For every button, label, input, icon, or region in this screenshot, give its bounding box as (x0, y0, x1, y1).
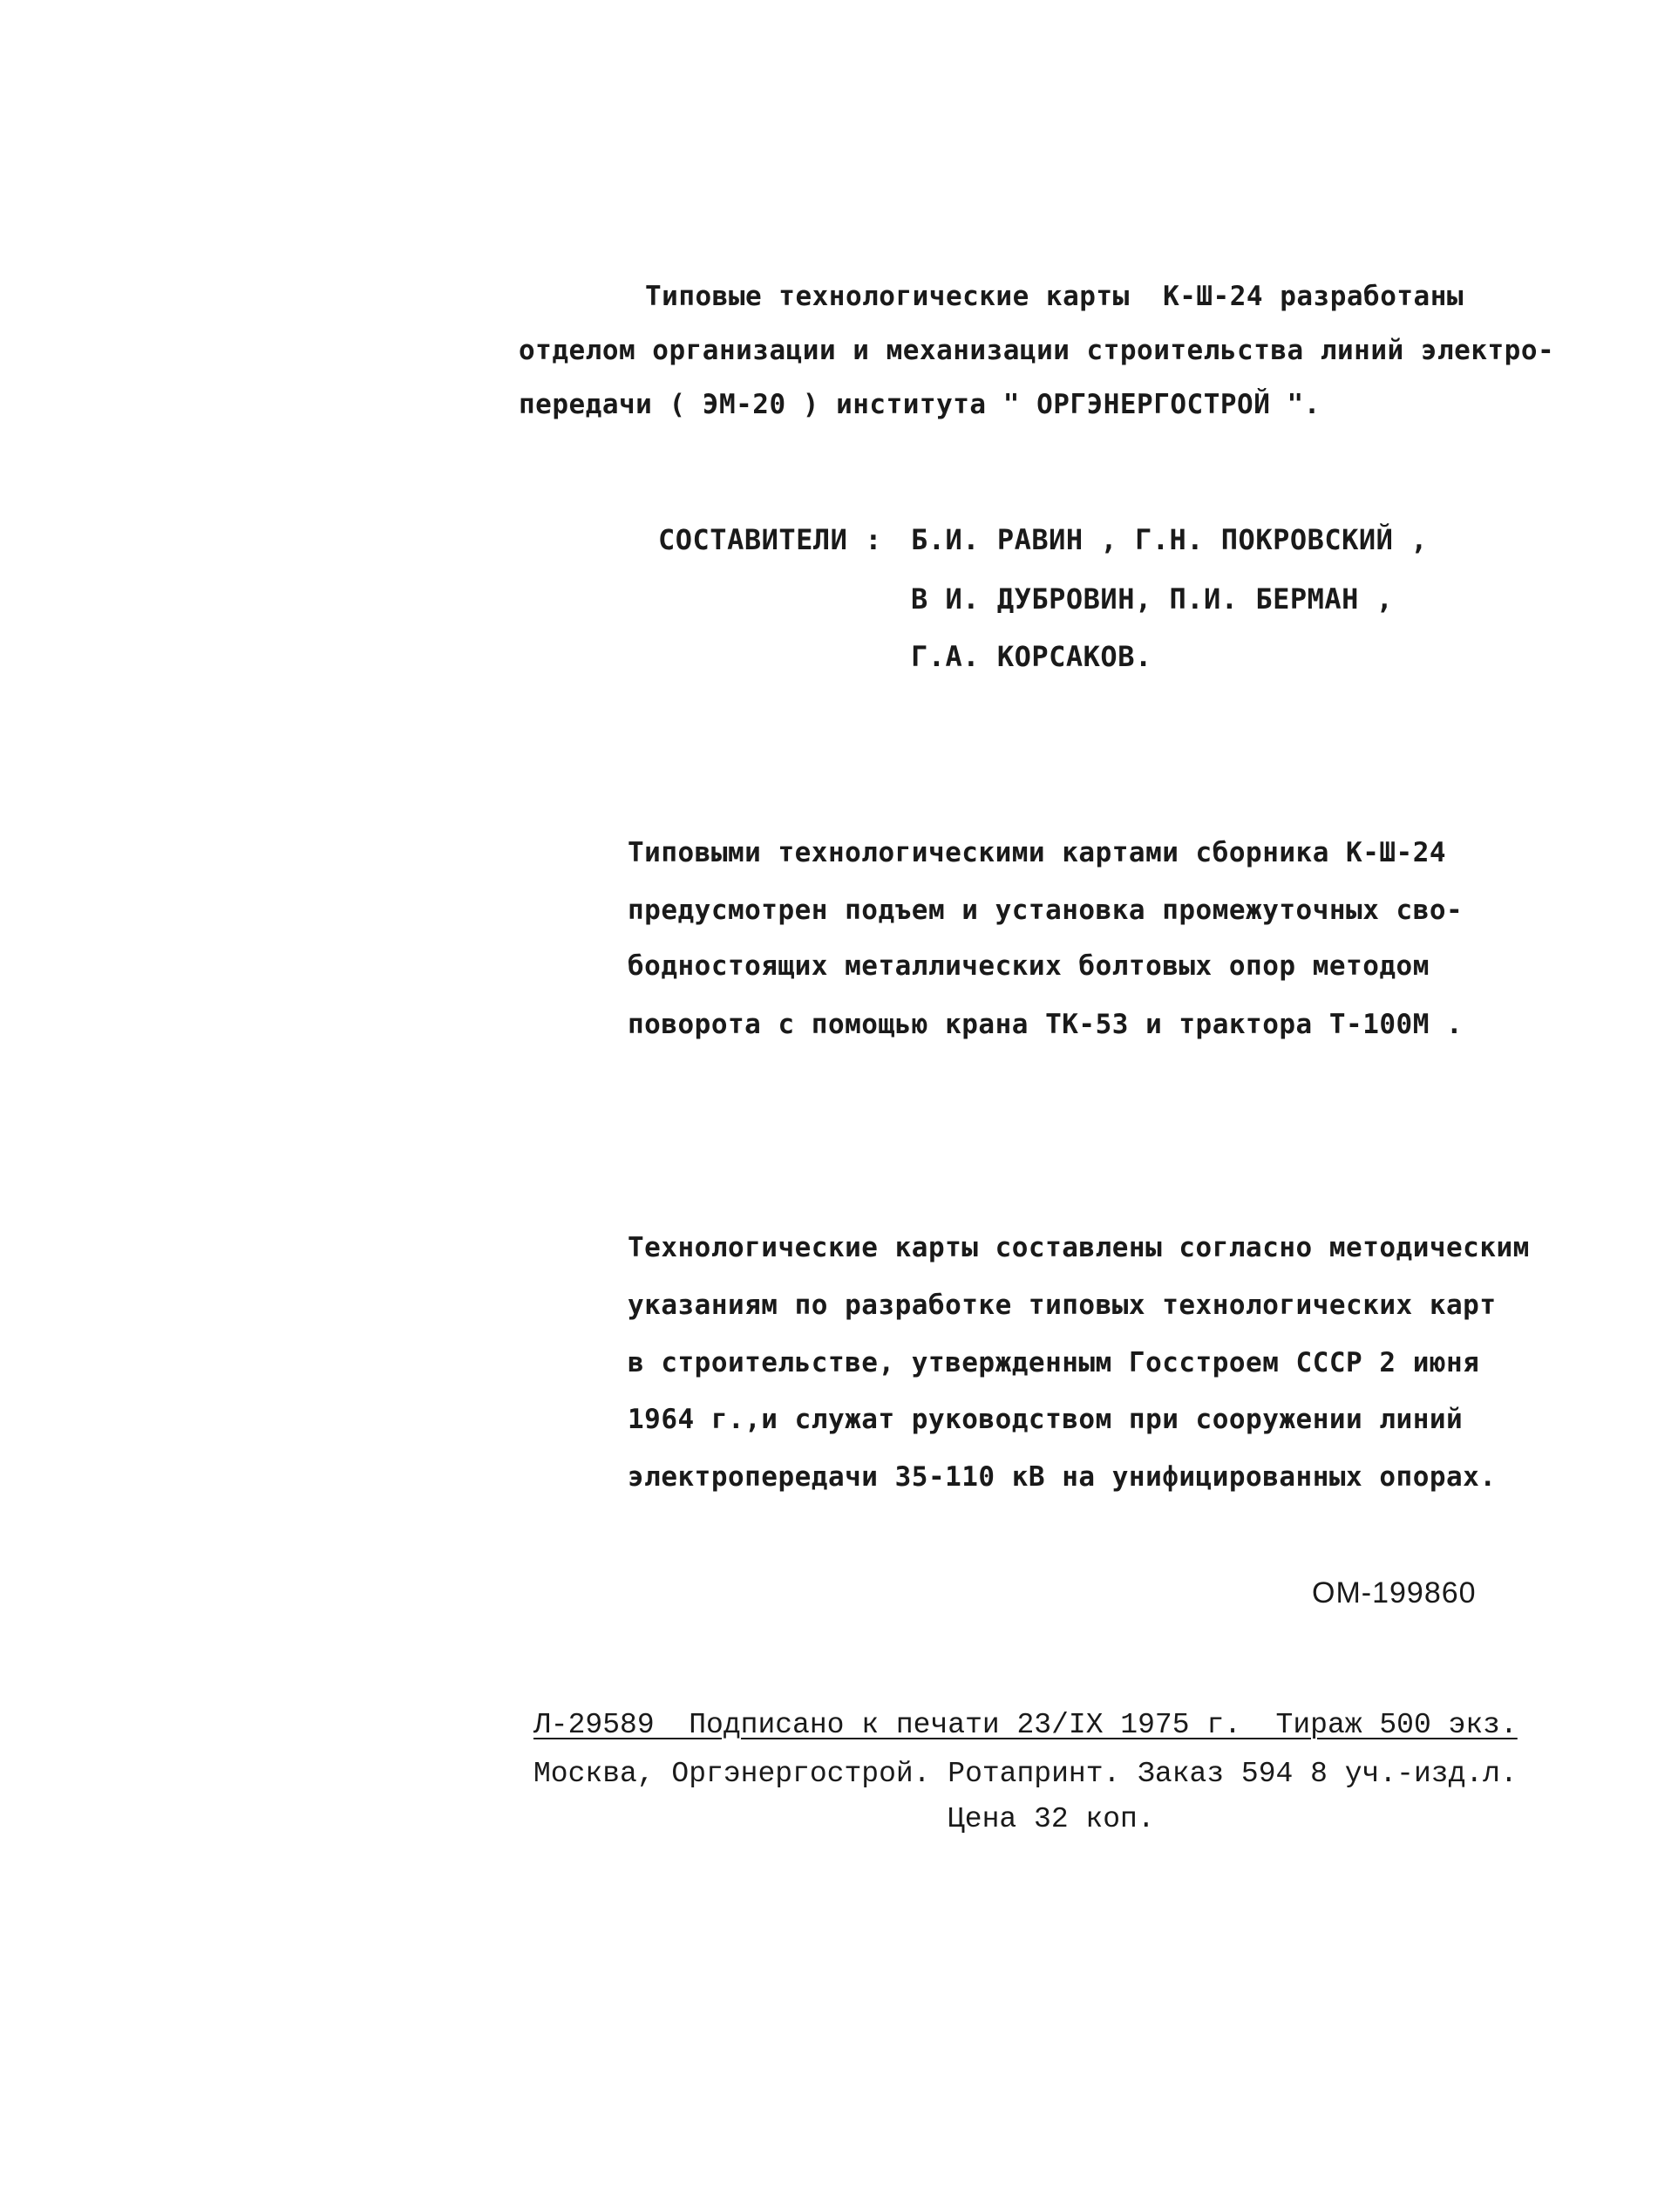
basis-line-5: электропередачи 35-110 кВ на унифицированных опорах. (628, 1461, 1497, 1493)
scope-line-4: поворота с помощью крана ТК-53 и трактора Т-100М . (628, 1009, 1464, 1040)
imprint-line-3: Цена 32 коп. (948, 1803, 1155, 1835)
scope-line-2: предусмотрен подъем и установка промежуточных сво- (628, 895, 1464, 926)
author-line-1: Б.И. РАВИН , Г.Н. ПОКРОВСКИЙ , (911, 523, 1428, 556)
scope-line-1: Типовыми технологическими картами сборника К-Ш-24 (628, 837, 1447, 868)
basis-line-2: указаниям по разработке типовых технологических карт (628, 1290, 1497, 1321)
basis-line-1: Технологические карты составлены согласно методическим (628, 1232, 1530, 1263)
document-code: ОМ-199860 (1312, 1576, 1477, 1610)
author-line-2: В И. ДУБРОВИН, П.И. БЕРМАН , (911, 582, 1394, 616)
basis-line-3: в строительстве, утвержденным Госстроем СССР 2 июня (628, 1347, 1480, 1378)
scope-line-3: бодностоящих металлических болтовых опор методом (628, 950, 1430, 982)
imprint-line-1: Л-29589 Подписано к печати 23/IX 1975 г. Тираж 500 экз. (533, 1709, 1518, 1741)
authors-label: СОСТАВИТЕЛИ : (658, 523, 882, 556)
intro-line-2: отделом организации и механизации строительства линий электро- (519, 335, 1555, 366)
intro-line-3: передачи ( ЭМ-20 ) института " ОРГЭНЕРГОСТРОЙ ". (519, 389, 1321, 420)
author-line-3: Г.А. КОРСАКОВ. (911, 640, 1152, 673)
basis-line-4: 1964 г.,и служат руководством при сооружении линий (628, 1404, 1464, 1435)
intro-line-1: Типовые технологические карты К-Ш-24 разработаны (645, 281, 1464, 312)
imprint-line-2: Москва, Оргэнергострой. Ротапринт. Заказ 594 8 уч.-изд.л. (533, 1758, 1518, 1790)
